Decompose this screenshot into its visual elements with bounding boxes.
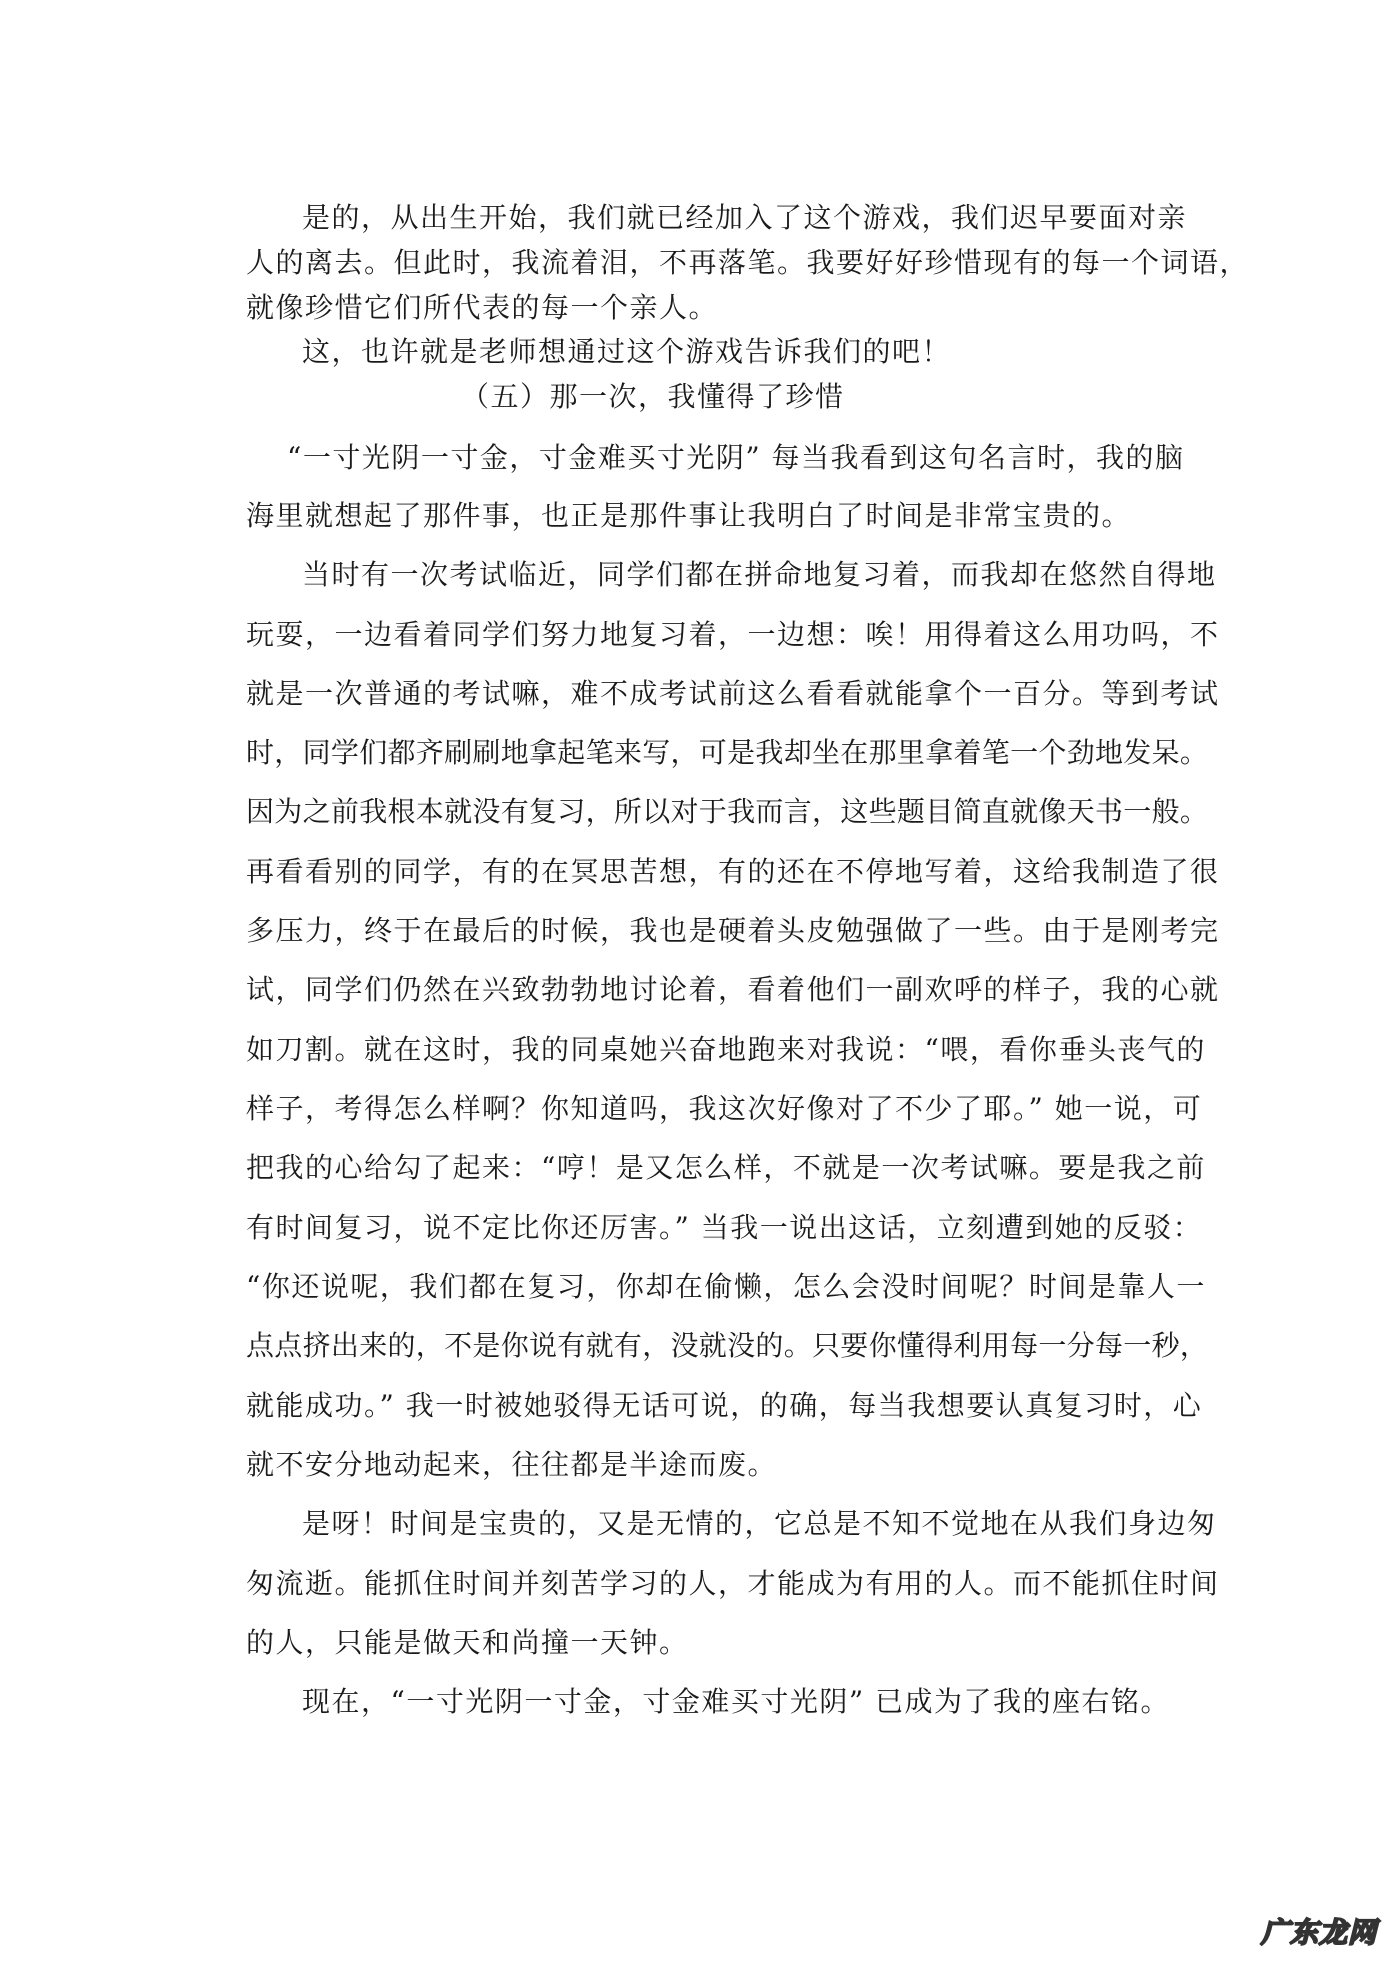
text-line: 匆流逝。能抓住时间并刻苦学习的人，才能成为有用的人。而不能抓住时间 (246, 1567, 1220, 1600)
text-line: 是呀！时间是宝贵的，又是无情的，它总是不知不觉地在从我们身边匆 (302, 1507, 1217, 1540)
text-line: 因为之前我根本就没有复习，所以对于我而言，这些题目简直就像天书一般。 (246, 795, 1209, 828)
text-line: 把我的心给勾了起来：“哼！是又怎么样，不就是一次考试嘛。要是我之前 (246, 1151, 1206, 1184)
section-heading: （五）那一次，我懂得了珍惜 (461, 380, 845, 413)
text-line: 人的离去。但此时，我流着泪，不再落笔。我要好好珍惜现有的每一个词语， (246, 246, 1250, 279)
text-line: 玩耍，一边看着同学们努力地复习着，一边想：唉！用得着这么用功吗，不 (246, 618, 1220, 651)
site-watermark: 广东龙网 (1260, 1916, 1377, 1949)
text-line: 是的，从出生开始，我们就已经加入了这个游戏，我们迟早要面对亲 (302, 201, 1188, 234)
text-line: 有时间复习，说不定比你还厉害。” 当我一说出这话，立刻遭到她的反驳： (246, 1211, 1203, 1244)
text-line: 海里就想起了那件事，也正是那件事让我明白了时间是非常宝贵的。 (246, 499, 1132, 532)
text-line: 的人，只能是做天和尚撞一天钟。 (246, 1626, 689, 1659)
text-line: 多压力，终于在最后的时候，我也是硬着头皮勉强做了一些。由于是刚考完 (246, 914, 1220, 947)
text-line: 就不安分地动起来，往往都是半途而废。 (246, 1448, 778, 1481)
text-line: 试，同学们仍然在兴致勃勃地讨论着，看着他们一副欢呼的样子，我的心就 (246, 973, 1220, 1006)
text-line: 这，也许就是老师想通过这个游戏告诉我们的吧！ (302, 335, 952, 368)
text-line: 如刀割。就在这时，我的同桌她兴奋地跑来对我说：“喂，看你垂头丧气的 (246, 1033, 1206, 1066)
text-line: “你还说呢，我们都在复习，你却在偷懒，怎么会没时间呢？时间是靠人一 (246, 1270, 1206, 1303)
text-line: 再看看别的同学，有的在冥思苦想，有的还在不停地写着，这给我制造了很 (246, 855, 1220, 888)
text-line: 就像珍惜它们所代表的每一个亲人。 (246, 291, 719, 324)
text-line: 就能成功。” 我一时被她驳得无话可说，的确，每当我想要认真复习时，心 (246, 1389, 1203, 1422)
text-line: 点点挤出来的，不是你说有就有，没就没的。只要你懂得利用每一分每一秒， (246, 1329, 1209, 1362)
text-line: 当时有一次考试临近，同学们都在拼命地复习着，而我却在悠然自得地 (302, 558, 1217, 591)
text-line: “一寸光阴一寸金，寸金难买寸光阴” 每当我看到这句名言时，我的脑 (287, 441, 1185, 474)
text-line: 样子，考得怎么样啊？你知道吗，我这次好像对了不少了耶。” 她一说，可 (246, 1092, 1203, 1125)
text-line: 时，同学们都齐刷刷地拿起笔来写，可是我却坐在那里拿着笔一个劲地发呆。 (246, 736, 1209, 769)
text-line: 现在，“一寸光阴一寸金，寸金难买寸光阴” 已成为了我的座右铭。 (302, 1685, 1171, 1718)
text-line: 就是一次普通的考试嘛，难不成考试前这么看看就能拿个一百分。等到考试 (246, 677, 1220, 710)
